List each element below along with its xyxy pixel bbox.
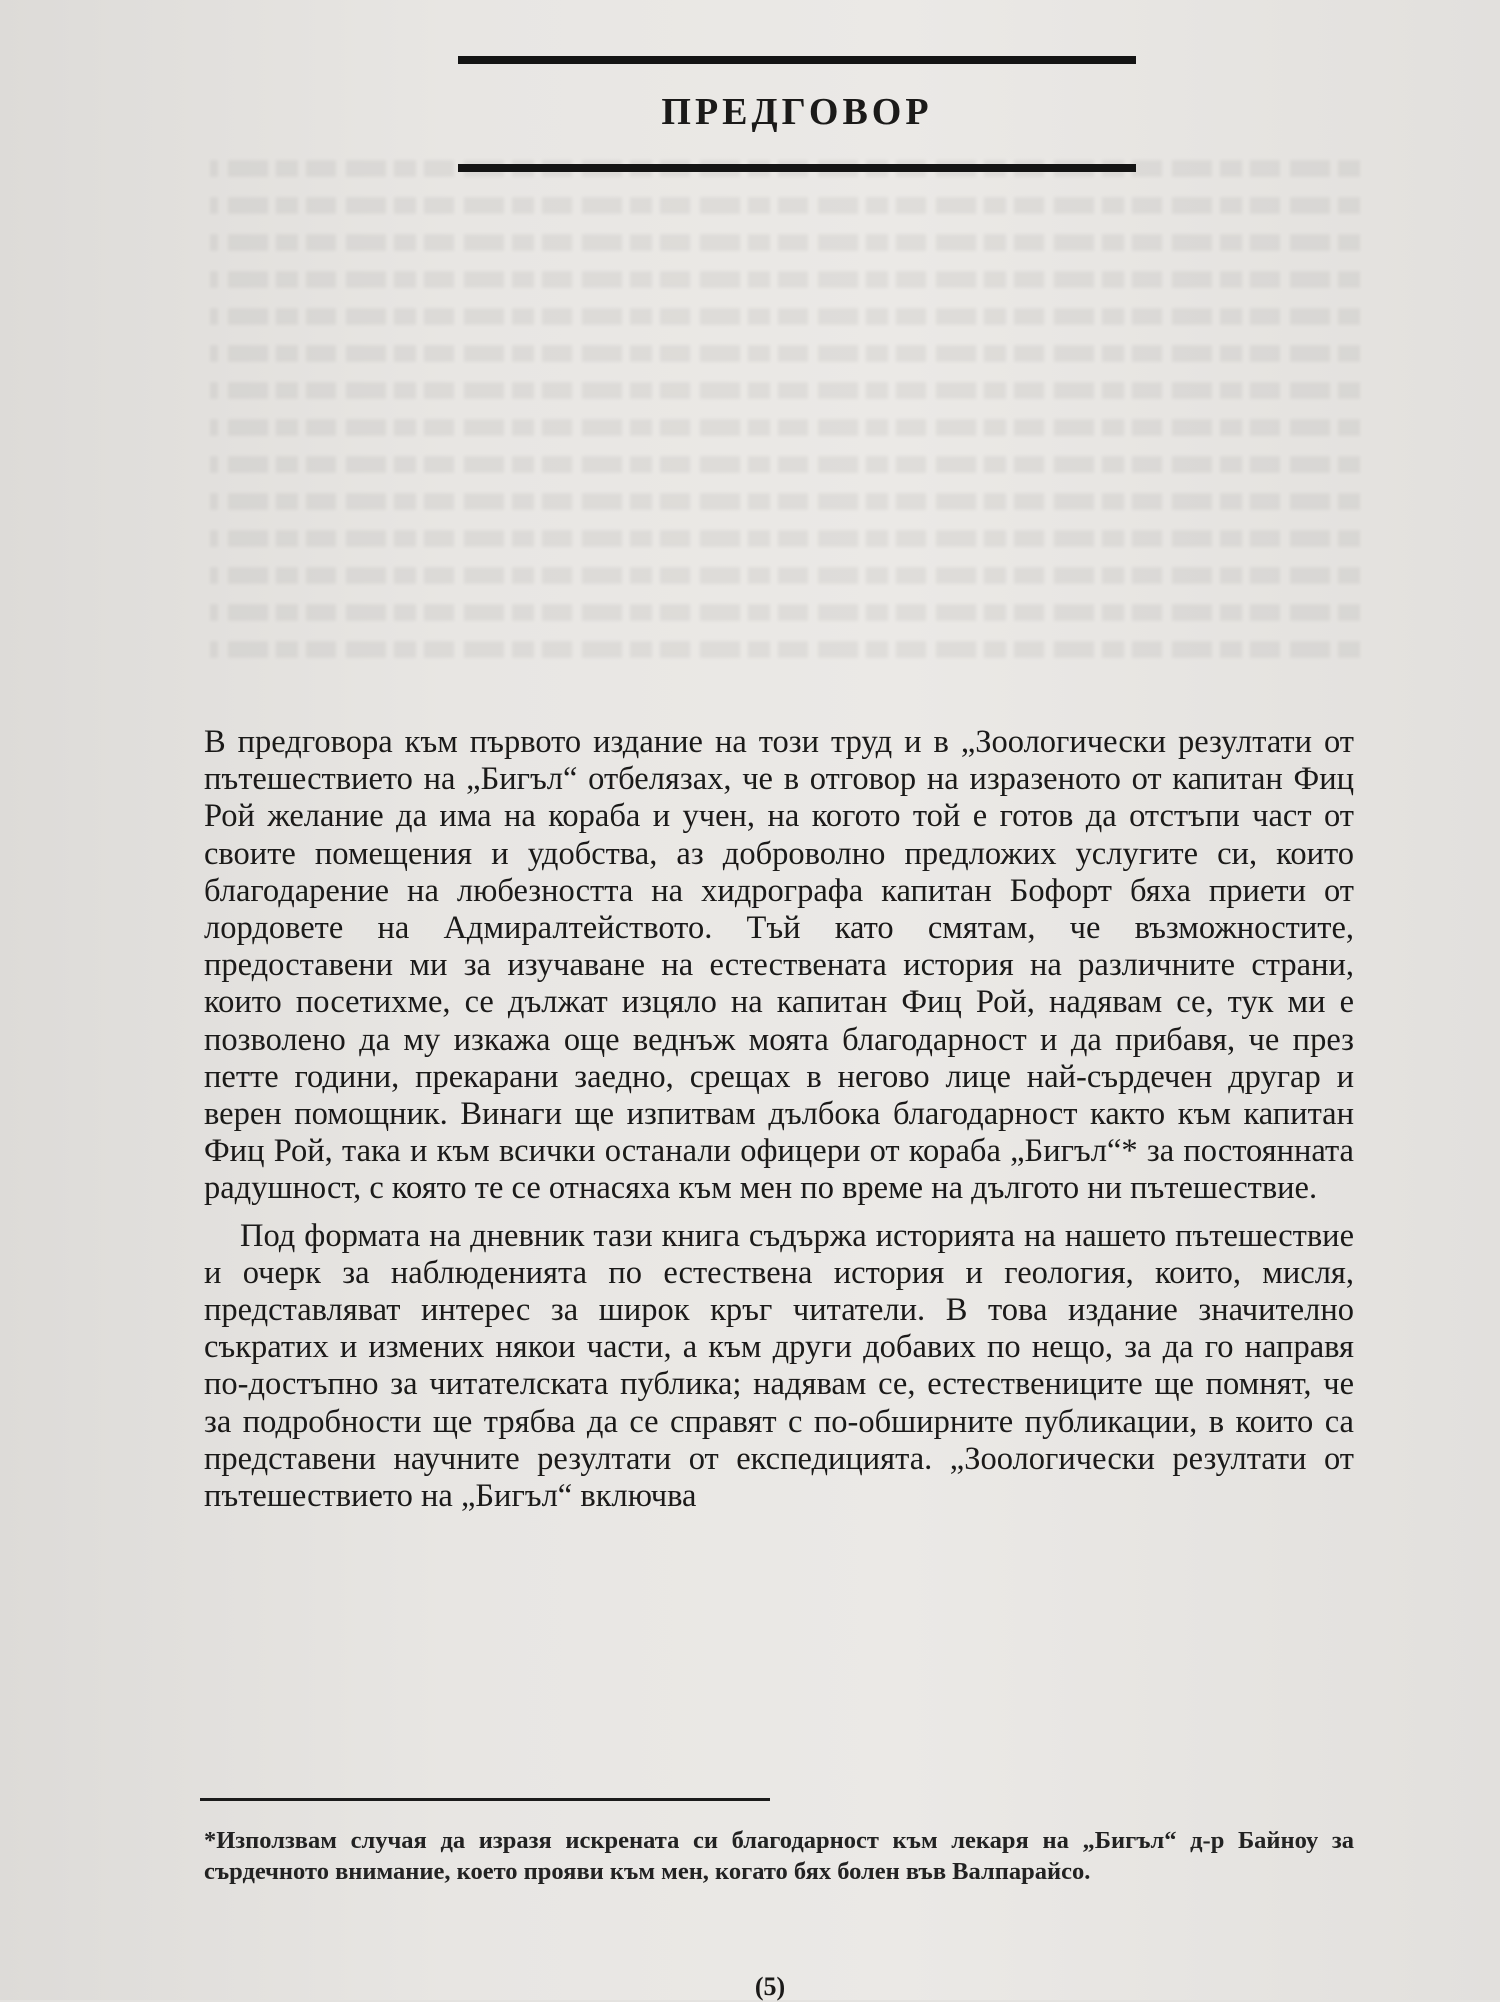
footnote-divider	[200, 1798, 770, 1801]
footnote: *Използвам случая да изразя искрената си благодарност към лекаря на „Бигъл“ д-р Байноу за сърдечното внимание, което прояви към мен, когато бях болен във Валпарайсо.	[204, 1827, 1354, 1885]
title-rule-bottom	[458, 164, 1136, 172]
page-number: (5)	[754, 1972, 786, 2001]
page-title: ПРЕДГОВОР	[661, 91, 933, 133]
paragraph: Под формата на дневник тази книга съдържа историята на нашето пътешествие и очерк за наблюденията по естествена история и геология, които, мисля, представляват интерес за широк кръг читатели. В това издание значително съкратих и измених някои части, а към други добавих по нещо, за да го направя по-достъпно за читателската публика; надявам се, естествениците ще помнят, че за подробности ще трябва да се справят с по-обширните публикации, в които са представени научните резултати от експедицията. „Зоологически резултати от пътешествието на „Бигъл“ включва	[204, 1217, 1354, 1515]
show-through-text	[210, 150, 1360, 690]
title-rule-top	[458, 56, 1136, 64]
paragraph: В предговора към първото издание на този труд и в „Зоологически резултати от пътешествието на „Бигъл“ отбелязах, че в отговор на изразеното от капитан Фиц Рой желание да има на кораба и учен, на когото той е готов да отстъпи част от своите помещения и удобства, аз доброволно предложих услугите си, които благодарение на любезността на хидрографа капитан Бофорт бяха приети от лордовете на Адмиралтейството. Тъй като смятам, че възможностите, предоставени ми за изучаване на естествената история на различните страни, които посетихме, се дължат изцяло на капитан Фиц Рой, надявам се, тук ми е позволено да му изкажа още веднъж моята благодарност и да прибавя, че през петте години, прекарани заедно, срещах в негово лице най-сърдечен другар и верен помощник. Винаги ще изпитвам дълбока благодарност както към капитан Фиц Рой, така и към всички останали офицери от кораба „Бигъл“* за постоянната радушност, с която те се отнасяха към мен по време на дългото ни пътешествие.	[204, 724, 1354, 1207]
body-text	[204, 724, 1354, 1515]
